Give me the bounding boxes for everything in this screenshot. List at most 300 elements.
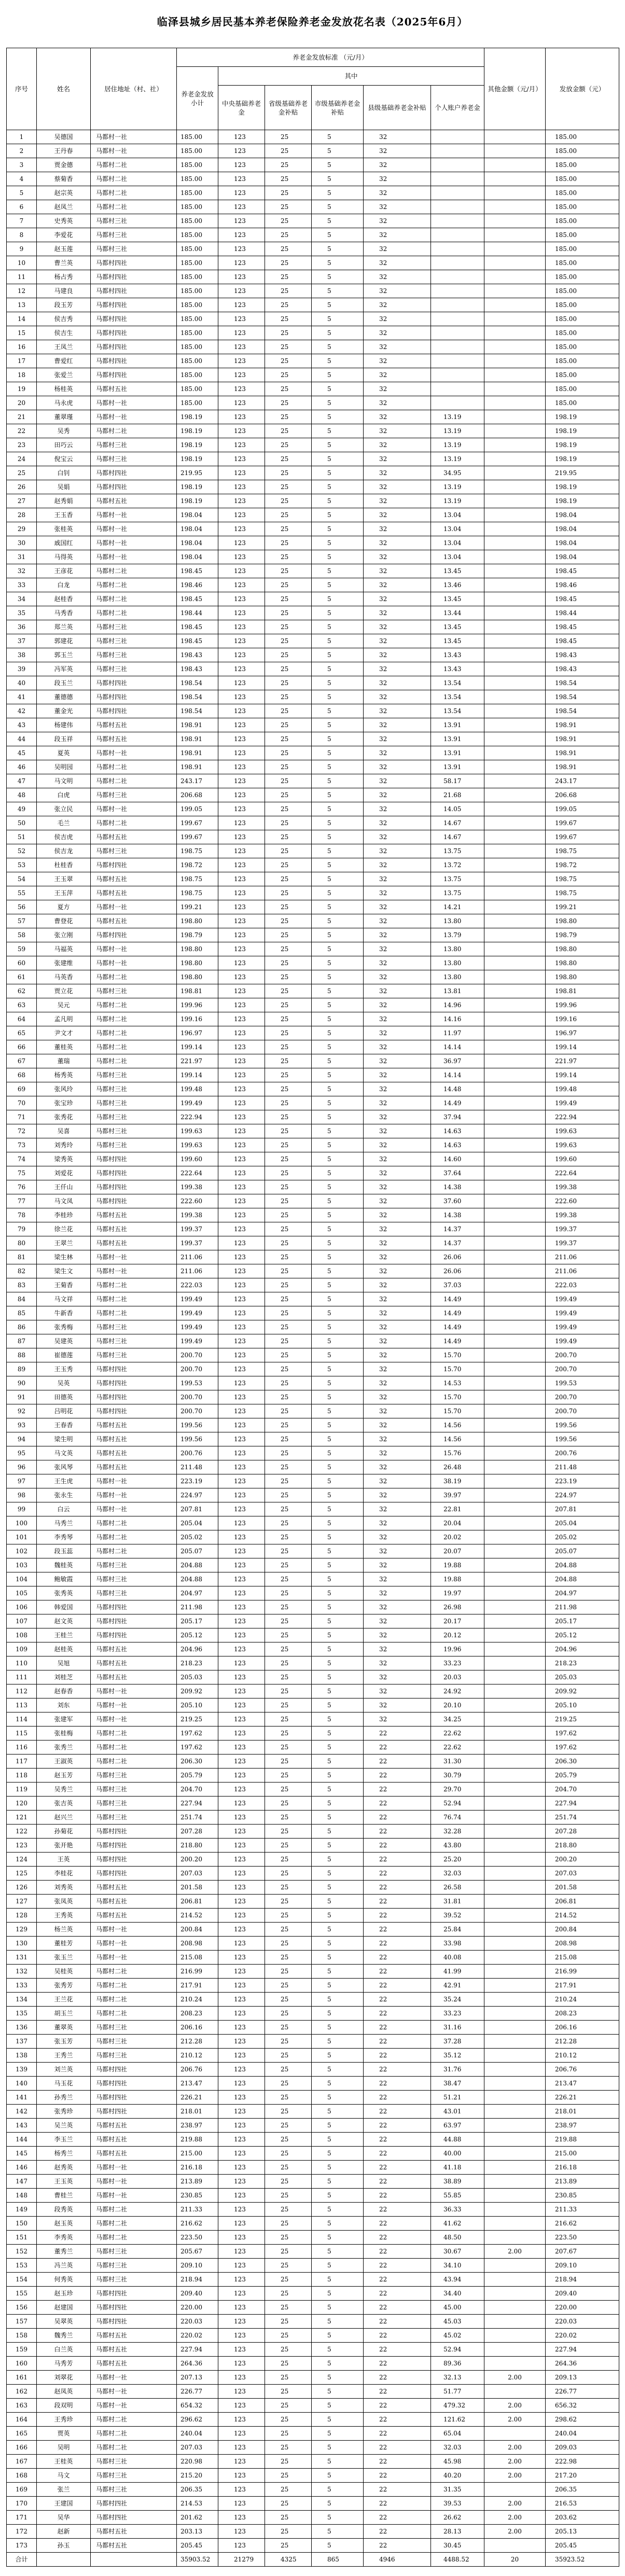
payment-amount-cell: 185.00: [546, 256, 619, 270]
row-no-cell: 20: [7, 396, 37, 410]
personal-account-pension-cell: 13.91: [431, 732, 484, 746]
pension-subtotal-cell: 199.60: [177, 1152, 218, 1166]
residence-address-cell: 马都村一社: [91, 522, 177, 536]
table-row: [7, 2217, 619, 2231]
row-no-cell: 40: [7, 676, 37, 690]
pension-subtotal-cell: 197.62: [177, 1726, 218, 1740]
central-basic-pension-cell: 123: [218, 1951, 265, 1965]
city-subsidy-cell: 5: [312, 382, 364, 396]
row-no-cell: 147: [7, 2175, 37, 2189]
person-name-cell: 马福英: [37, 942, 91, 956]
row-no-cell: 69: [7, 1082, 37, 1096]
personal-account-pension-cell: 39.52: [431, 1909, 484, 1923]
other-amount-cell: [484, 480, 546, 494]
personal-account-pension-cell: 38.89: [431, 2175, 484, 2189]
table-row: [7, 760, 619, 774]
payment-amount-cell: 205.10: [546, 1698, 619, 1712]
row-no-cell: 135: [7, 2007, 37, 2021]
table-row: [7, 2077, 619, 2091]
pension-subtotal-cell: 198.81: [177, 984, 218, 998]
person-name-cell: 蔡菊香: [37, 172, 91, 186]
person-name-cell: 张爱兰: [37, 368, 91, 382]
person-name-cell: 张玉兰: [37, 1951, 91, 1965]
payment-amount-cell: 205.45: [546, 2539, 619, 2553]
provincial-subsidy-cell: 25: [265, 2063, 312, 2077]
person-name-cell: 杨秀兰: [37, 2147, 91, 2161]
payment-amount-cell: 209.40: [546, 2287, 619, 2301]
other-amount-cell: [484, 900, 546, 914]
residence-address-cell: 马都村一社: [91, 396, 177, 410]
personal-account-pension-cell: 14.67: [431, 830, 484, 844]
table-row: [7, 634, 619, 648]
county-subsidy-cell: 32: [364, 648, 431, 662]
payment-amount-cell: 211.33: [546, 2203, 619, 2217]
city-subsidy-cell: 5: [312, 312, 364, 326]
other-amount-cell: [484, 466, 546, 480]
table-row: [7, 1222, 619, 1236]
provincial-subsidy-cell: 25: [265, 396, 312, 410]
provincial-subsidy-cell: 25: [265, 536, 312, 550]
other-amount-cell: [484, 382, 546, 396]
central-basic-pension-cell: 123: [218, 1825, 265, 1839]
row-no-cell: 121: [7, 1811, 37, 1825]
row-no-cell: 100: [7, 1516, 37, 1530]
person-name-cell: 王桂兰: [37, 1628, 91, 1642]
pension-subtotal-cell: 198.19: [177, 424, 218, 438]
row-no-cell: 124: [7, 1853, 37, 1867]
other-amount-cell: [484, 634, 546, 648]
residence-address-cell: 马都村三社: [91, 1320, 177, 1334]
person-name-cell: 王建国: [37, 2497, 91, 2511]
table-row: [7, 1054, 619, 1068]
person-name-cell: 马文英: [37, 1446, 91, 1460]
county-subsidy-cell: 32: [364, 1600, 431, 1614]
city-subsidy-cell: 5: [312, 2245, 364, 2259]
pension-subtotal-cell: 198.75: [177, 886, 218, 900]
pension-subtotal-cell: 200.76: [177, 1446, 218, 1460]
payment-amount-cell: 185.00: [546, 368, 619, 382]
person-name-cell: 赵秀娟: [37, 494, 91, 508]
person-name-cell: 梁生林: [37, 1250, 91, 1264]
table-row: [7, 1432, 619, 1446]
city-subsidy-cell: 5: [312, 1320, 364, 1334]
payment-amount-cell: 198.91: [546, 718, 619, 732]
personal-account-pension-cell: 13.19: [431, 410, 484, 424]
personal-account-pension-cell: 26.06: [431, 1250, 484, 1264]
residence-address-cell: 马都村四社: [91, 1867, 177, 1881]
county-subsidy-cell: 32: [364, 1418, 431, 1432]
central-basic-pension-cell: 123: [218, 1755, 265, 1769]
payment-amount-cell: 223.19: [546, 1474, 619, 1488]
pension-subtotal-cell: 212.28: [177, 2035, 218, 2049]
provincial-subsidy-cell: 25: [265, 298, 312, 312]
residence-address-cell: 马都村四社: [91, 1853, 177, 1867]
personal-account-pension-cell: 89.36: [431, 2357, 484, 2371]
provincial-subsidy-cell: 25: [265, 802, 312, 816]
city-subsidy-cell: 5: [312, 1769, 364, 1783]
county-subsidy-cell: 32: [364, 550, 431, 564]
personal-account-pension-cell: 37.94: [431, 1110, 484, 1124]
residence-address-cell: 马都村二社: [91, 2413, 177, 2427]
table-header: [7, 48, 619, 130]
personal-account-pension-cell: [431, 270, 484, 284]
residence-address-cell: 马都村二社: [91, 186, 177, 200]
county-subsidy-cell: 32: [364, 1544, 431, 1558]
central-basic-pension-cell: 123: [218, 1334, 265, 1348]
personal-account-pension-cell: 30.79: [431, 1769, 484, 1783]
personal-account-pension-cell: 41.18: [431, 2161, 484, 2175]
payment-amount-cell: 199.21: [546, 900, 619, 914]
table-row: [7, 284, 619, 298]
personal-account-pension-cell: 38.19: [431, 1474, 484, 1488]
central-basic-pension-cell: 123: [218, 634, 265, 648]
central-basic-pension-cell: 123: [218, 1320, 265, 1334]
table-row: [7, 480, 619, 494]
other-amount-cell: [484, 2133, 546, 2147]
other-amount-cell: [484, 984, 546, 998]
table-row: [7, 2329, 619, 2343]
person-name-cell: 吴桂英: [37, 1965, 91, 1979]
other-amount-cell: [484, 620, 546, 634]
city-subsidy-cell: 5: [312, 2315, 364, 2329]
residence-address-cell: 马都村三社: [91, 1110, 177, 1124]
central-basic-pension-cell: 123: [218, 1937, 265, 1951]
payment-amount-cell: 198.19: [546, 452, 619, 466]
city-subsidy-cell: 5: [312, 1586, 364, 1600]
person-name-cell: 马秀香: [37, 606, 91, 620]
city-subsidy-cell: 5: [312, 1306, 364, 1320]
pension-subtotal-cell: 211.06: [177, 1264, 218, 1278]
pension-subtotal-cell: 198.91: [177, 760, 218, 774]
pension-subtotal-cell: 185.00: [177, 214, 218, 228]
other-amount-cell: 2.00: [484, 2371, 546, 2385]
other-amount-cell: [484, 578, 546, 592]
table-row: [7, 144, 619, 158]
county-subsidy-cell: 32: [364, 564, 431, 578]
row-no-cell: 167: [7, 2455, 37, 2469]
table-row: [7, 1264, 619, 1278]
person-name-cell: 马秀芳: [37, 2357, 91, 2371]
payment-amount-cell: 213.89: [546, 2175, 619, 2189]
pension-subtotal-cell: 220.00: [177, 2301, 218, 2315]
person-name-cell: 王玉萍: [37, 886, 91, 900]
residence-address-cell: 马都村四社: [91, 2105, 177, 2119]
pension-subtotal-cell: 213.47: [177, 2077, 218, 2091]
provincial-subsidy-cell: 25: [265, 676, 312, 690]
provincial-subsidy-cell: 25: [265, 788, 312, 802]
city-subsidy-cell: 5: [312, 1348, 364, 1362]
other-amount-cell: [484, 1544, 546, 1558]
personal-account-pension-cell: 33.23: [431, 1656, 484, 1670]
personal-account-pension-cell: 13.45: [431, 592, 484, 606]
provincial-subsidy-cell: 25: [265, 2469, 312, 2483]
residence-address-cell: 马都村三社: [91, 1068, 177, 1082]
residence-address-cell: 马都村四社: [91, 466, 177, 480]
other-amount-cell: [484, 970, 546, 984]
city-subsidy-cell: 5: [312, 2497, 364, 2511]
central-basic-pension-cell: 123: [218, 2245, 265, 2259]
row-no-cell: 9: [7, 242, 37, 256]
col-header-county-subsidy: 县级基础养老金补贴: [364, 86, 431, 130]
table-row: [7, 1881, 619, 1895]
central-basic-pension-cell: 123: [218, 2021, 265, 2035]
residence-address-cell: 马都村三社: [91, 1586, 177, 1600]
city-subsidy-cell: 5: [312, 2329, 364, 2343]
city-subsidy-cell: 5: [312, 354, 364, 368]
row-no-cell: 28: [7, 508, 37, 522]
provincial-subsidy-cell: 25: [265, 1572, 312, 1586]
county-subsidy-cell: 32: [364, 1684, 431, 1698]
city-subsidy-cell: 5: [312, 970, 364, 984]
person-name-cell: 吴娟: [37, 480, 91, 494]
payment-amount-cell: 198.44: [546, 606, 619, 620]
county-subsidy-cell: 22: [364, 2539, 431, 2553]
central-basic-pension-cell: 123: [218, 900, 265, 914]
personal-account-pension-cell: 14.37: [431, 1222, 484, 1236]
central-basic-pension-cell: 123: [218, 382, 265, 396]
person-name-cell: 魏桂英: [37, 1558, 91, 1572]
provincial-subsidy-cell: 25: [265, 2217, 312, 2231]
other-amount-cell: [484, 1867, 546, 1881]
row-no-cell: 76: [7, 1180, 37, 1194]
person-name-cell: 梁秀英: [37, 1152, 91, 1166]
payment-amount-cell: 199.60: [546, 1152, 619, 1166]
personal-account-pension-cell: 20.10: [431, 1698, 484, 1712]
personal-account-pension-cell: 40.08: [431, 1951, 484, 1965]
county-subsidy-cell: 32: [364, 1096, 431, 1110]
pension-subtotal-cell: 198.45: [177, 620, 218, 634]
payment-amount-cell: 656.32: [546, 2399, 619, 2413]
row-no-cell: 13: [7, 298, 37, 312]
residence-address-cell: 马都村二社: [91, 1755, 177, 1769]
table-row: [7, 1334, 619, 1348]
payment-amount-cell: 185.00: [546, 186, 619, 200]
payment-amount-cell: 200.70: [546, 1404, 619, 1418]
residence-address-cell: 马都村四社: [91, 312, 177, 326]
payment-amount-cell: 240.04: [546, 2427, 619, 2441]
total-row: [7, 2553, 619, 2567]
residence-address-cell: 马都村三社: [91, 2049, 177, 2063]
county-subsidy-cell: 32: [364, 1068, 431, 1082]
payment-amount-cell: 208.23: [546, 2007, 619, 2021]
other-amount-cell: [484, 844, 546, 858]
page-title: 临泽县城乡居民基本养老保险养老金发放花名表（2025年6月）: [157, 16, 468, 28]
personal-account-pension-cell: 31.81: [431, 1895, 484, 1909]
central-basic-pension-cell: 123: [218, 1684, 265, 1698]
other-amount-cell: [484, 494, 546, 508]
central-basic-pension-cell: 123: [218, 2343, 265, 2357]
pension-subtotal-cell: 227.94: [177, 1797, 218, 1811]
pension-roster-table: [6, 48, 619, 2567]
residence-address-cell: 马都村三社: [91, 2483, 177, 2497]
personal-account-pension-cell: 13.75: [431, 844, 484, 858]
personal-account-pension-cell: 14.48: [431, 1082, 484, 1096]
person-name-cell: 张桂梅: [37, 1726, 91, 1740]
provincial-subsidy-cell: 25: [265, 1194, 312, 1208]
pension-subtotal-cell: 199.38: [177, 1208, 218, 1222]
county-subsidy-cell: 22: [364, 2245, 431, 2259]
county-subsidy-cell: 22: [364, 2371, 431, 2385]
county-subsidy-cell: 32: [364, 1348, 431, 1362]
provincial-subsidy-cell: 25: [265, 130, 312, 144]
central-basic-pension-cell: 123: [218, 2189, 265, 2203]
pension-subtotal-cell: 220.98: [177, 2455, 218, 2469]
provincial-subsidy-cell: 25: [265, 1376, 312, 1390]
central-basic-pension-cell: 123: [218, 130, 265, 144]
provincial-subsidy-cell: 25: [265, 2035, 312, 2049]
county-subsidy-cell: 22: [364, 2077, 431, 2091]
pension-subtotal-cell: 224.97: [177, 1488, 218, 1502]
payment-amount-cell: 251.74: [546, 1811, 619, 1825]
pension-subtotal-cell: 198.04: [177, 536, 218, 550]
personal-account-pension-cell: 13.45: [431, 564, 484, 578]
other-amount-cell: [484, 1516, 546, 1530]
table-row: [7, 550, 619, 564]
person-name-cell: 白云: [37, 1502, 91, 1516]
city-subsidy-cell: 5: [312, 2063, 364, 2077]
other-amount-cell: [484, 130, 546, 144]
pension-subtotal-cell: 185.00: [177, 172, 218, 186]
other-amount-cell: [484, 928, 546, 942]
personal-account-pension-cell: 26.98: [431, 1600, 484, 1614]
table-row: [7, 578, 619, 592]
county-subsidy-cell: 32: [364, 900, 431, 914]
residence-address-cell: 马都村四社: [91, 1362, 177, 1376]
county-subsidy-cell: 32: [364, 368, 431, 382]
city-subsidy-cell: 5: [312, 858, 364, 872]
row-no-cell: 53: [7, 858, 37, 872]
personal-account-pension-cell: [431, 284, 484, 298]
residence-address-cell: 马都村一社: [91, 2189, 177, 2203]
row-no-cell: 116: [7, 1740, 37, 1755]
payment-amount-cell: 220.02: [546, 2329, 619, 2343]
row-no-cell: 89: [7, 1362, 37, 1376]
provincial-subsidy-cell: 25: [265, 2427, 312, 2441]
person-name-cell: 何秀英: [37, 2273, 91, 2287]
person-name-cell: 刘桂芝: [37, 1670, 91, 1684]
person-name-cell: 王玉英: [37, 2175, 91, 2189]
table-row: [7, 2273, 619, 2287]
person-name-cell: 刘爱花: [37, 1166, 91, 1180]
other-amount-cell: 2.00: [484, 2413, 546, 2427]
provincial-subsidy-cell: 25: [265, 2483, 312, 2497]
payment-amount-cell: 209.13: [546, 2371, 619, 2385]
table-row: [7, 2371, 619, 2385]
provincial-subsidy-cell: 25: [265, 942, 312, 956]
person-name-cell: 吴明园: [37, 760, 91, 774]
row-no-cell: 73: [7, 1138, 37, 1152]
pension-subtotal-cell: 198.72: [177, 858, 218, 872]
pension-subtotal-cell: 219.88: [177, 2133, 218, 2147]
other-amount-cell: [484, 1656, 546, 1670]
table-row: [7, 2413, 619, 2427]
county-subsidy-cell: 22: [364, 1937, 431, 1951]
table-row: [7, 2441, 619, 2455]
provincial-subsidy-cell: 25: [265, 2399, 312, 2413]
table-row: [7, 564, 619, 578]
central-basic-pension-cell: 123: [218, 326, 265, 340]
city-subsidy-cell: 5: [312, 2147, 364, 2161]
central-basic-pension-cell: 123: [218, 1488, 265, 1502]
person-name-cell: 马永虎: [37, 396, 91, 410]
city-subsidy-cell: 5: [312, 1726, 364, 1740]
county-subsidy-cell: 32: [364, 1306, 431, 1320]
payment-amount-cell: 298.62: [546, 2413, 619, 2427]
provincial-subsidy-cell: 25: [265, 774, 312, 788]
central-basic-pension-cell: 123: [218, 732, 265, 746]
personal-account-pension-cell: [431, 200, 484, 214]
other-amount-cell: [484, 886, 546, 900]
row-no-cell: 41: [7, 690, 37, 704]
table-row: [7, 522, 619, 536]
personal-account-pension-cell: 39.97: [431, 1488, 484, 1502]
central-basic-pension-cell: 123: [218, 984, 265, 998]
central-basic-pension-cell: 123: [218, 816, 265, 830]
table-row: [7, 2049, 619, 2063]
other-amount-cell: [484, 1026, 546, 1040]
table-row: [7, 298, 619, 312]
county-subsidy-cell: 32: [364, 1250, 431, 1264]
residence-address-cell: 马都村二社: [91, 1965, 177, 1979]
central-basic-pension-cell: 123: [218, 242, 265, 256]
other-amount-cell: 2.00: [484, 2469, 546, 2483]
personal-account-pension-cell: 15.70: [431, 1362, 484, 1376]
table-row: [7, 1488, 619, 1502]
table-row: [7, 886, 619, 900]
pension-subtotal-cell: 199.67: [177, 816, 218, 830]
payment-amount-cell: 219.95: [546, 466, 619, 480]
row-no-cell: 63: [7, 998, 37, 1012]
city-subsidy-cell: 5: [312, 1783, 364, 1797]
payment-amount-cell: 199.14: [546, 1040, 619, 1054]
central-basic-pension-cell: 123: [218, 2385, 265, 2399]
county-subsidy-cell: 22: [364, 2063, 431, 2077]
city-subsidy-cell: 5: [312, 2287, 364, 2301]
provincial-subsidy-cell: 25: [265, 270, 312, 284]
payment-amount-cell: 198.04: [546, 522, 619, 536]
residence-address-cell: 马都村二社: [91, 1026, 177, 1040]
city-subsidy-cell: 5: [312, 130, 364, 144]
row-no-cell: 70: [7, 1096, 37, 1110]
central-basic-pension-cell: 123: [218, 256, 265, 270]
pension-subtotal-cell: 201.62: [177, 2511, 218, 2525]
personal-account-pension-cell: 13.46: [431, 578, 484, 592]
central-basic-pension-cell: 123: [218, 1909, 265, 1923]
central-basic-pension-cell: 123: [218, 2511, 265, 2525]
pension-subtotal-cell: 207.03: [177, 1867, 218, 1881]
row-no-cell: 115: [7, 1726, 37, 1740]
personal-account-pension-cell: [431, 130, 484, 144]
other-amount-cell: [484, 2021, 546, 2035]
personal-account-pension-cell: 13.45: [431, 620, 484, 634]
row-no-cell: 78: [7, 1208, 37, 1222]
city-subsidy-cell: 5: [312, 2343, 364, 2357]
county-subsidy-cell: 32: [364, 1054, 431, 1068]
residence-address-cell: 马都村五社: [91, 1446, 177, 1460]
other-amount-cell: [484, 1488, 546, 1502]
city-subsidy-cell: 5: [312, 1236, 364, 1250]
city-subsidy-cell: 5: [312, 2539, 364, 2553]
provincial-subsidy-cell: 25: [265, 1236, 312, 1250]
table-row: [7, 1138, 619, 1152]
payment-amount-cell: 199.67: [546, 816, 619, 830]
table-row: [7, 1530, 619, 1544]
central-basic-pension-cell: 123: [218, 1012, 265, 1026]
row-no-cell: 60: [7, 956, 37, 970]
person-name-cell: 王秀珍: [37, 2413, 91, 2427]
table-row: [7, 704, 619, 718]
payment-amount-cell: 199.49: [546, 1320, 619, 1334]
